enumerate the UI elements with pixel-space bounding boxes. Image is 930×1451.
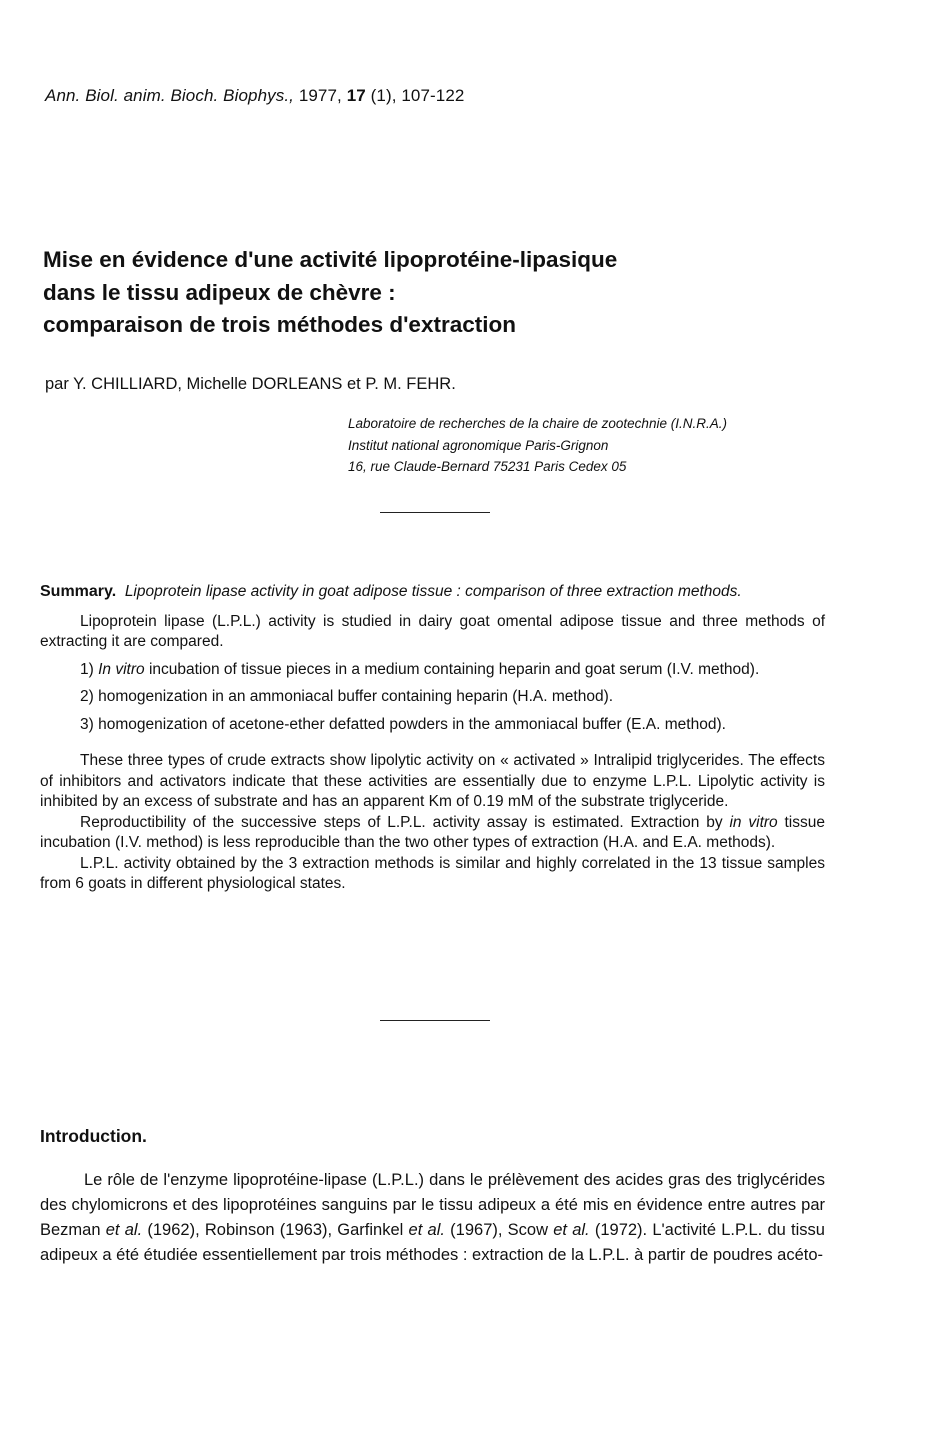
summary-paragraph-3-italic: in vitro — [729, 813, 778, 831]
separator-rule-bottom — [380, 1020, 490, 1021]
summary-item-1-number: 1) — [80, 660, 94, 678]
summary-paragraph-4: L.P.L. activity obtained by the 3 extraction methods is similar and highly correlated in the 13 tissue samples from 6 goats in different physiological states. — [40, 854, 825, 892]
summary-paragraph-3 — [40, 813, 825, 854]
summary-item-2: 2) homogenization in an ammoniacal buffer containing heparin (H.A. method). — [80, 688, 614, 705]
journal-reference — [45, 86, 464, 106]
title-line-3: comparaison de trois méthodes d'extraction — [43, 312, 516, 337]
intro-text-4: (1972). L'activité L.P.L. du tissu adipeux a été étudiée essentiellement par trois méthodes : extraction de la L.P.L. à partir de poudres acéto- — [40, 1221, 825, 1264]
summary-item-1 — [40, 660, 825, 681]
summary-item-1-italic: In vitro — [98, 660, 145, 678]
summary-paragraph-3-b: tissue incubation (I.V. method) is less reproducible than the two other types of extraction (H.A. and E.A. methods). — [40, 813, 825, 851]
intro-etal-2: et al. — [408, 1221, 445, 1239]
affiliation-line-1: Laboratoire de recherches de la chaire de zootechnie (I.N.R.A.) — [348, 416, 727, 431]
journal-name: Ann. Biol. anim. Bioch. Biophys., — [45, 86, 294, 105]
journal-year: 1977, — [298, 86, 342, 105]
intro-text-1: Le rôle de l'enzyme lipoprotéine-lipase (L.P.L.) dans le prélèvement des acides gras des triglycérides des chylomicrons et des lipoprotéines sanguins par le tissu adipeux a été mis en évidence entre autres par Bezman — [40, 1171, 825, 1239]
author-list: par Y. CHILLIARD, Michelle DORLEANS et P. M. FEHR. — [45, 375, 456, 393]
introduction-heading: Introduction. — [40, 1126, 147, 1146]
summary-paragraph-3-a: Reproductibility of the successive steps of L.P.L. activity assay is estimated. Extraction by — [80, 813, 723, 831]
intro-text-2: (1962), Robinson (1963), Garfinkel — [147, 1221, 404, 1239]
intro-etal-3: et al. — [553, 1221, 590, 1239]
journal-volume: 17 — [346, 86, 366, 105]
summary-item-3: 3) homogenization of acetone-ether defatted powders in the ammoniacal buffer (E.A. method). — [80, 715, 726, 733]
summary-label: Summary. — [40, 583, 117, 600]
journal-issue-pages: (1), 107-122 — [370, 86, 465, 105]
affiliation-line-2: Institut national agronomique Paris-Grignon — [348, 437, 609, 453]
summary-heading — [40, 582, 825, 603]
summary-title: Lipoprotein lipase activity in goat adipose tissue : comparison of three extraction methods. — [124, 583, 742, 600]
article-title — [43, 244, 863, 342]
summary-paragraph-1: Lipoprotein lipase (L.P.L.) activity is studied in dairy goat omental adipose tissue and three methods of extracting it are compared. — [40, 612, 825, 650]
separator-rule-top — [380, 512, 490, 513]
introduction-paragraph — [40, 1168, 825, 1268]
summary-section — [40, 582, 825, 895]
intro-text-3: (1967), Scow — [450, 1221, 549, 1239]
title-line-1: Mise en évidence d'une activité lipoprotéine-lipasique — [43, 247, 618, 272]
intro-etal-1: et al. — [105, 1221, 143, 1239]
summary-item-1-text: incubation of tissue pieces in a medium containing heparin and goat serum (I.V. method). — [148, 660, 760, 678]
affiliation-line-3: 16, rue Claude-Bernard 75231 Paris Cedex 05 — [348, 459, 627, 474]
title-line-2: dans le tissu adipeux de chèvre : — [43, 279, 396, 305]
summary-paragraph-2: These three types of crude extracts show lipolytic activity on « activated » Intralipid triglycerides. The effects of inhibitors and activators indicate that these activities are essentially due to enzyme L.P.L. Lipolytic activity is inhibited by an excess of substrate and has an apparent Km of 0.19 mM of the substrate triglyceride. — [40, 752, 825, 810]
introduction-body — [40, 1168, 825, 1268]
affiliation — [348, 413, 727, 478]
